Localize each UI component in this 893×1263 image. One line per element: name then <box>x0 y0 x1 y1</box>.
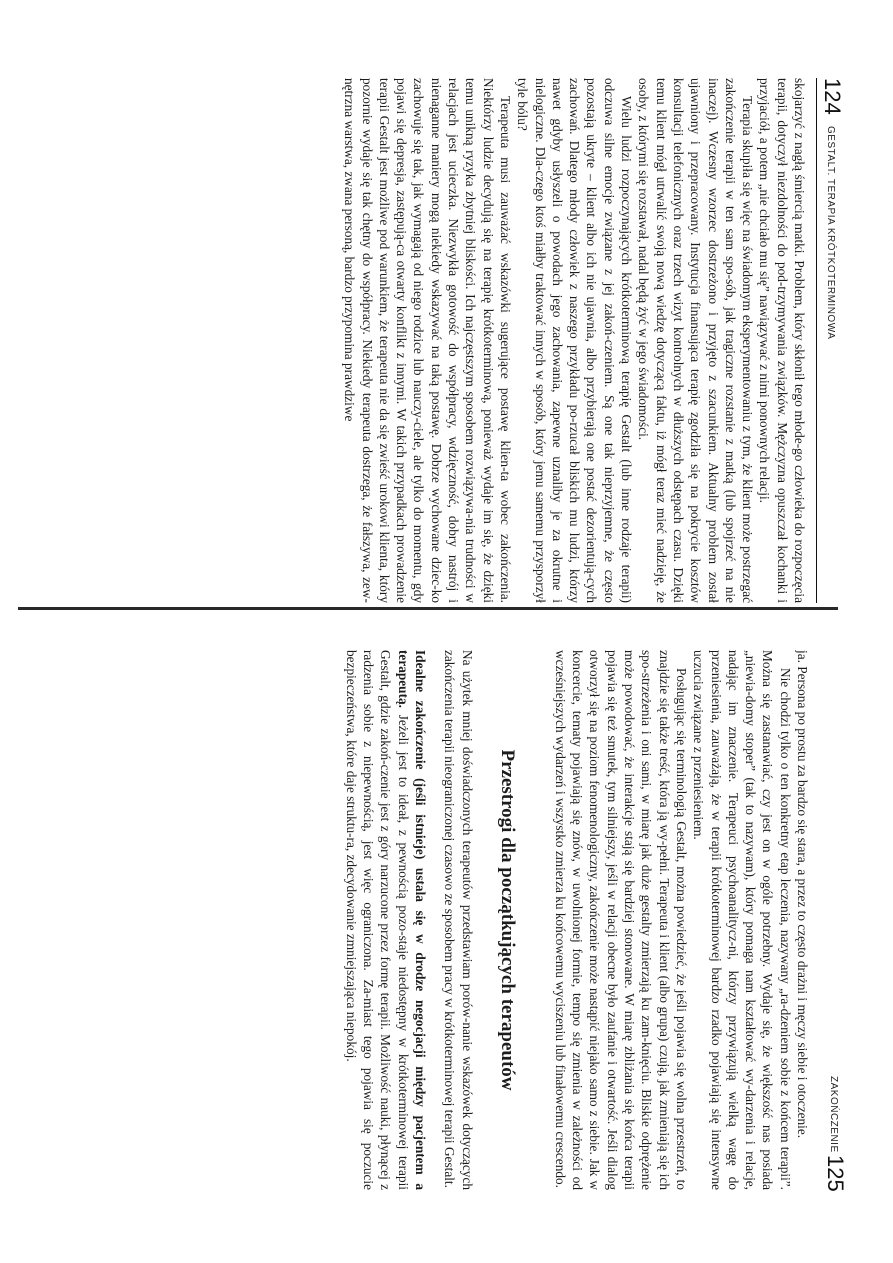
running-head: ZAKOŃCZENIE <box>828 1076 839 1153</box>
section-heading: Przestrogi dla początkujących terapeutów <box>496 749 518 1091</box>
page-number: 124 <box>820 78 845 115</box>
header-rule <box>816 78 817 603</box>
paragraph: Wielu ludzi rozpoczynających krótkoterminową terapię Gestalt (lub inne rodzaje terapii) odczuwa silne emocje związane z jej zakoń-czeniem. Są one tak nieprzyjemne, że często pozostają ukryte – klient albo ich nie ujawnia, albo przybierają one postać dezorientują-cych zachowań. Dlatego młody człowiek z naszego przykładu po-rzucał bliskich mu ludzi, którzy nawet gdyby usłyszeli o powodach jego zachowania, zapewne uznaliby je za okrutne i nielogiczne. Dla-czego ktoś miałby traktować innych w sposób, który jemu samemu przysporzył tyle bólu? <box>515 78 635 603</box>
right-page <box>43 650 848 1190</box>
running-head: GESTALT. TERAPIA KRÓTKOTERMINOWA <box>825 126 836 340</box>
paragraph: Nie chodzi tylko o ten konkretny etap leczenia, nazywany „ra-dzeniem sobie z końcem terapii”. Można się zastanawiać, czy jest on w ogóle potrzebny. Wydaje się, że większość nas posiada „niewia-domy stoper” (tak to nazywam), który pomaga nam kształtować wy-darzenia i relacje, nadając im znaczenie. Terapeuci psychoanalitycz-ni, którzy przywiązują wielką wagę do przeniesienia, zauważają, że w terapii krótkoterminowej bardzo rzadko pojawiają się intensywne uczucia związane z przeniesieniem. <box>691 650 793 1190</box>
left-page <box>35 78 845 603</box>
binding-gutter-line <box>18 607 838 610</box>
right-page-text <box>46 650 811 1190</box>
paragraph: Posługując się terminologią Gestalt, można powiedzieć, że jeśli pojawia się wolna przestrzeń, to znajdzie się także treść, która ją wy-pełni. Terapeuta i klient (albo grupa) czują, jak zmieniają się ich spo-strzeżenia i oni sami, w miarę jak duże gestalty zmierzają ku zam-knięciu. Bliskie odprężenie może powodować, że interakcje stają się bardziej stonowane. W miarę zbliżania się końca terapii pojawia się też smutek, tym silniejszy, jeśli w relacji obecne było zaufanie i otwartość. Jeśli dialog otworzył się na poziom fenomenologiczny, zakończenie może nastąpić niejako samo z siebie. Jak w koncercie, tematy pojawiają się znów, w uwolnionej formie, tempo się zmienia w zależności od wcześniejszych wydarzeń i wszystko zmierza ku końcowemu wyciszeniu lub finałowemu crescendo. <box>552 650 689 1190</box>
paragraph: Na użytek mniej doświadczonych terapeutów przedstawiam porów-nanie wskazówek dotyczących zakończenia terapii nieograniczonej czasowo ze sposobem pracy w krótkoterminowej terapii Gestalt. <box>442 650 475 1190</box>
paragraph <box>342 650 428 1190</box>
bold-lead: Idealne zakończenie (jeśli istnieje) ustala się w drodze negocjacji między pacjentem a terapeutą. <box>395 650 428 1190</box>
left-page-text <box>38 78 808 603</box>
page-number: 125 <box>823 1155 848 1192</box>
paragraph: ja. Persona po prostu za bardzo się stara, a przez to często drażni i męczy siebie i otoczenie. <box>795 650 810 1139</box>
paragraph: Terapeuta musi zauważać wskazówki sugerujące postawę klien-ta wobec zakończenia. Niektórzy ludzie decydują się na terapię krótkoterminową, ponieważ wydaje im się, że dzięki temu unikną ryzyka zbytniej bliskości. Ich najczęstszym sposobem rozwiązywa-nia trudności w relacjach jest ucieczka. Niezwykła gotowość do współpracy, wdzięczność, dobry nastrój i nienaganne maniery mogą niekiedy wskazywać na taką postawę. Dobrze wychowane dziec-ko zachowuje się tak, jak wymagają od niego rodzice lub nauczy-ciele, ale tylko do momentu, gdy pojawi się depresja, zastępują-ca otwarty konflikt z innymi. W takich przypadkach prowadzenie terapii Gestalt jest możliwe pod warunkiem, że terapeuta nie da się zwieść urokowi klienta, który pozornie wydaje się tak chętny do współpracy. Niekiedy terapeuta dostrzega, że fałszywa, zew-nętrzna warstwa, zwana personą, bardzo przypomina prawdziwe <box>342 78 513 603</box>
paragraph: Terapia skupiła się więc na świadomym eksperymentowaniu z tym, że klient może postrzegać zakończenie terapii w ten sam spo-sób, jak tragiczne rozstanie z matką (lub spojrzeć na nie inaczej). Wczesny wzorzec dostrzeżono i przyjęto z szacunkiem. Aktualny problem został ujawniony i przepracowany. Instytucja finansująca terapię zgodziła się na pokrycie kosztów konsultacji telefonicznych oraz trzech wizyt kontrolnych w dłuższych odstępach czasu. Dzięki temu klient mógł utrwalić swoją nową wiedzę dotyczącą faktu, iż mógł teraz mieć nadzieję, że osoby, z którymi się rozstawał, nadal będą żyć w jego świadomości. <box>636 78 756 603</box>
paragraph-rest: Jeżeli jest to ideał, z pewnością pozo-staje niedostępny w krótkoterminowej terapii Gestalt, gdzie zakoń-czenie jest z góry narzucone przez formę terapii. Możliwość nauki, płynącej z radzenia sobie z niepewnością, jest więc ograniczona. Za-miast tego pojawia się poczucie bezpieczeństwa, które daje struktu-ra, zdecydowanie zmniejszająca niepokój. <box>343 650 411 1190</box>
paragraph: skojarzyć z nagłą śmiercią matki. Problem, który skłonił tego młode-go człowieka do rozpoczęcia terapii, dotyczył niezdolności do pod-trzymywania związków. Mężczyzna opuszczał kochanki i przyjaciół, a potem „nie chciało mu się” nawiązywać z nimi ponownych relacji. <box>757 78 807 603</box>
